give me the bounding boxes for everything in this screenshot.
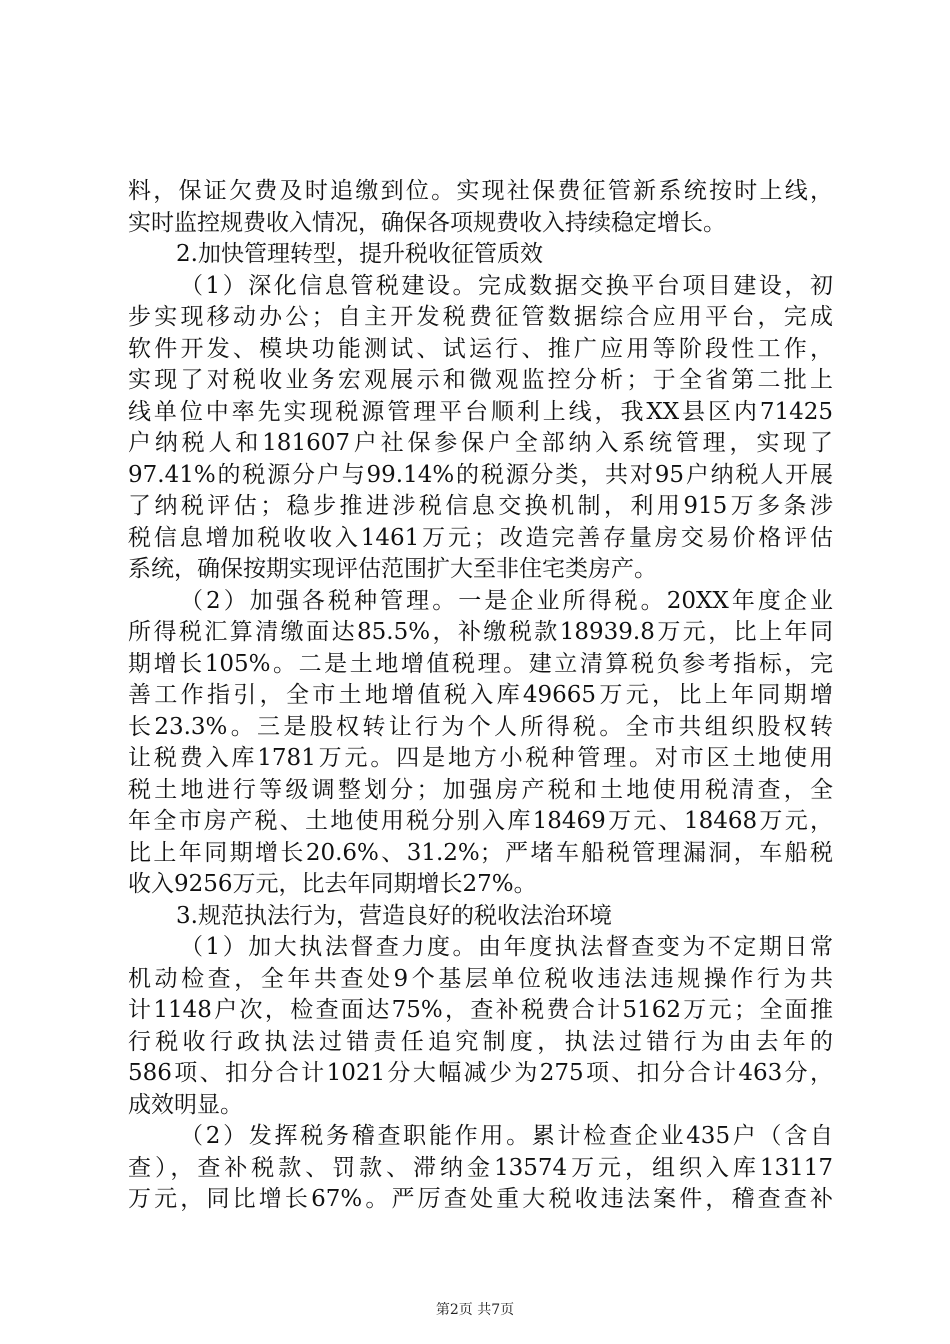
text-line: 了纳税评估；稳步推进涉税信息交换机制，利用915万多条涉 — [128, 493, 833, 519]
text-line: 系统，确保按期实现评估范围扩大至非住宅类房产。 — [128, 556, 657, 582]
text-line: 计1148户次，检查面达75%，查补税费合计5162万元；全面推 — [128, 997, 833, 1023]
text-line: 实现了对税收业务宏观展示和微观监控分析；于全省第二批上 — [128, 367, 833, 393]
text-line: 实时监控规费收入情况，确保各项规费收入持续稳定增长。 — [128, 209, 726, 236]
text-line: 步实现移动办公；自主开发税费征管数据综合应用平台，完成 — [128, 304, 833, 330]
text-line: 线单位中率先实现税源管理平台顺利上线，我XX县区内71425 — [128, 398, 833, 425]
text-line: 料，保证欠费及时追缴到位。实现社保费征管新系统按时上线， — [128, 178, 833, 204]
text-line: 586项、扣分合计1021分大幅减少为275项、扣分合计463分， — [128, 1060, 833, 1086]
text-line: 收入9256万元，比去年同期增长27%。 — [128, 871, 537, 897]
paragraph-first-line: （1）加大执法督查力度。由年度执法督查变为不定期日常 — [180, 934, 833, 960]
section-heading: 3.规范执法行为，营造良好的税收法治环境 — [176, 902, 612, 929]
text-line: 税土地进行等级调整划分；加强房产税和土地使用税清查，全 — [128, 776, 833, 803]
paragraph-first-line: （2）加强各税种管理。一是企业所得税。20XX年度企业 — [180, 587, 833, 614]
text-line: 让税费入库1781万元。四是地方小税种管理。对市区土地使用 — [128, 745, 833, 771]
text-line: 期增长105%。二是土地增值税理。建立清算税负参考指标，完 — [128, 650, 833, 677]
text-line: 97.41%的税源分户与99.14%的税源分类，共对95户纳税人开展 — [128, 461, 833, 488]
paragraph-first-line: （2）发挥税务稽查职能作用。累计检查企业435户（含自 — [180, 1123, 833, 1149]
page-number-footer: 第2页 共7页 — [435, 1302, 515, 1318]
text-line: 长23.3%。三是股权转让行为个人所得税。全市共组织股权转 — [128, 713, 833, 740]
text-line: 户纳税人和181607户社保参保户全部纳入系统管理，实现了 — [128, 430, 833, 456]
text-line: 比上年同期增长20.6%、31.2%；严堵车船税管理漏洞，车船税 — [128, 839, 833, 866]
text-line: 成效明显。 — [128, 1091, 243, 1118]
paragraph-first-line: （1）深化信息管税建设。完成数据交换平台项目建设，初 — [180, 272, 833, 299]
text-line: 万元，同比增长67%。严厉查处重大税收违法案件，稽查查补 — [128, 1186, 833, 1212]
text-line: 善工作指引，全市土地增值税入库49665万元，比上年同期增 — [128, 682, 833, 708]
text-line: 软件开发、模块功能测试、试运行、推广应用等阶段性工作， — [128, 335, 833, 362]
text-line: 所得税汇算清缴面达85.5%，补缴税款18939.8万元，比上年同 — [128, 619, 833, 645]
text-line: 税信息增加税收收入1461万元；改造完善存量房交易价格评估 — [128, 524, 833, 551]
text-line: 机动检查，全年共查处9个基层单位税收违法违规操作行为共 — [128, 965, 833, 992]
section-heading: 2.加快管理转型，提升税收征管质效 — [176, 241, 543, 267]
text-line: 行税收行政执法过错责任追究制度，执法过错行为由去年的 — [128, 1028, 833, 1055]
text-line: 查），查补税款、罚款、滞纳金13574万元，组织入库13117 — [128, 1154, 833, 1181]
text-line: 年全市房产税、土地使用税分别入库18469万元、18468万元， — [128, 808, 833, 834]
body-text — [128, 176, 833, 1216]
